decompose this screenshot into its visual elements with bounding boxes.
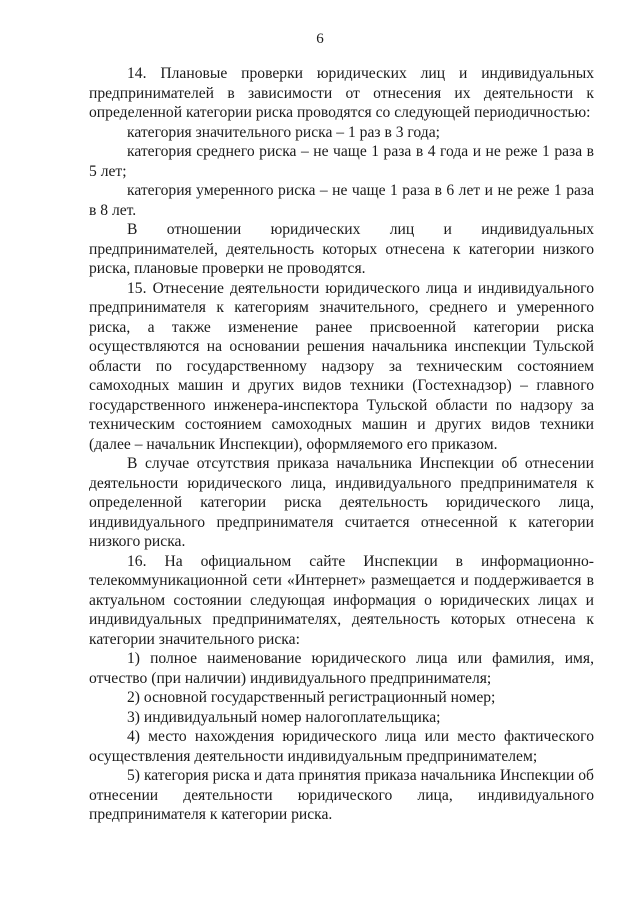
list-item-1: 1) полное наименование юридического лица или фамилия, имя, отчество (при наличии) индивидуального предпринимателя; xyxy=(89,650,594,687)
paragraph-16: 16. На официальном сайте Инспекции в информационно-телекоммуникационной сети «Интернет» размещается и поддерживается в актуальном состоянии следующая информация о юридических лицах и индивидуальных предпринимателях, деятельность которых отнесена к категории значительного риска: xyxy=(89,552,594,648)
paragraph-no-order: В случае отсутствия приказа начальника Инспекции об отнесении деятельности юридического лица, индивидуального предпринимателя к определенной категории риска деятельность юридического лица, индивидуального предпринимателя считается отнесенной к категории низкого риска. xyxy=(89,455,594,550)
paragraph-15: 15. Отнесение деятельности юридического лица и индивидуального предпринимателя к категориям значительного, среднего и умеренного риска, а также изменение ранее присвоенной категории риска осуществляются на основании решения начальника инспекции Тульской области по государственному надзору за техническим состоянием самоходных машин и других видов техники (Гостехнадзор) – главного государственного инженера-инспектора Тульской области по надзору за техническим состоянием самоходных машин и других видов техники (далее – начальник Инспекции), оформляемого его приказом. xyxy=(89,279,594,453)
list-item-3: 3) индивидуальный номер налогоплательщика; xyxy=(127,708,441,726)
paragraph-risk-moderate: категория умеренного риска – не чаще 1 раза в 6 лет и не реже 1 раза в 8 лет. xyxy=(89,182,594,219)
list-item-4: 4) место нахождения юридического лица или место фактического осуществления деятельности индивидуальным предпринимателем; xyxy=(89,728,594,765)
paragraph-risk-low: В отношении юридических лиц и индивидуальных предпринимателей, деятельность которых отнесена к категории низкого риска, плановые проверки не проводятся. xyxy=(89,221,594,277)
page-number: 6 xyxy=(316,31,324,47)
paragraph-14: 14. Плановые проверки юридических лиц и индивидуальных предпринимателей в зависимости от отнесения их деятельности к определенной категории риска проводятся со следующей периодичностью: xyxy=(89,65,594,121)
list-item-2: 2) основной государственный регистрационный номер; xyxy=(127,689,496,706)
document-body xyxy=(89,64,594,825)
paragraph-risk-significant: категория значительного риска – 1 раз в 3 года; xyxy=(127,123,440,141)
list-item-5: 5) категория риска и дата принятия приказа начальника Инспекции об отнесении деятельности юридического лица, индивидуального предпринимателя к категории риска. xyxy=(89,767,594,823)
paragraph-risk-medium: категория среднего риска – не чаще 1 раза в 4 года и не реже 1 раза в 5 лет; xyxy=(89,143,594,180)
